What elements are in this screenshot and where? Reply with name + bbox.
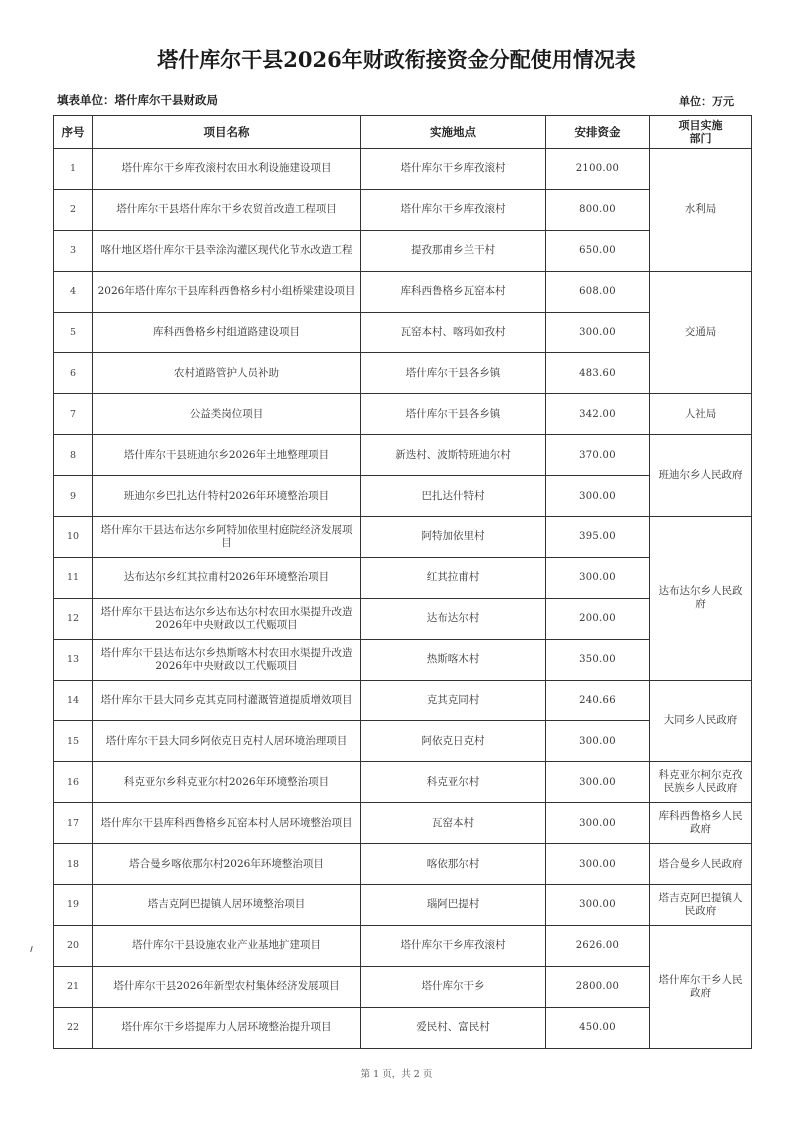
page-footer: 第 1 页，共 2 页 <box>360 1069 433 1080</box>
cell-project-name: 塔合曼乡喀依那尔村2026年环境整治项目 <box>93 844 361 885</box>
cell-no: 22 <box>54 1007 93 1048</box>
cell-amount: 370.00 <box>546 435 650 476</box>
table-row <box>54 230 752 271</box>
cell-department: 水利局 <box>650 149 752 272</box>
cell-amount: 2626.00 <box>546 925 650 966</box>
table-row <box>54 803 752 844</box>
cell-project-name: 2026年塔什库尔干县库科西鲁格乡村小组桥梁建设项目 <box>93 271 361 312</box>
cell-project-name: 塔什库尔干县塔什库尔干乡农贸首改造工程项目 <box>93 189 361 230</box>
cell-no: 11 <box>54 557 93 598</box>
cell-location: 热斯喀木村 <box>361 639 546 680</box>
cell-location: 瓦窑本村 <box>361 803 546 844</box>
cell-project-name: 科克亚尔乡科克亚尔村2026年环境整治项目 <box>93 762 361 803</box>
cell-no: 9 <box>54 476 93 517</box>
cell-no: 12 <box>54 598 93 639</box>
cell-no: 10 <box>54 517 93 558</box>
cell-no: 5 <box>54 312 93 353</box>
table-row <box>54 885 752 926</box>
cell-location: 塔什库尔干乡库孜滚村 <box>361 189 546 230</box>
cell-no: 8 <box>54 435 93 476</box>
cell-location: 瑙阿巴提村 <box>361 885 546 926</box>
cell-location: 塔什库尔干县各乡镇 <box>361 394 546 435</box>
cell-amount: 300.00 <box>546 476 650 517</box>
cell-no: 6 <box>54 353 93 394</box>
cell-amount: 2800.00 <box>546 966 650 1007</box>
header-location: 实施地点 <box>361 116 546 149</box>
cell-no: 1 <box>54 149 93 190</box>
table-row <box>54 435 752 476</box>
cell-location: 瓦窑本村、喀玛如孜村 <box>361 312 546 353</box>
cell-amount: 300.00 <box>546 844 650 885</box>
cell-amount: 395.00 <box>546 517 650 558</box>
cell-project-name: 塔什库尔干县大同乡克其克同村灌溉管道提质增效项目 <box>93 680 361 721</box>
table-row <box>54 721 752 762</box>
cell-project-name: 塔什库尔干县达布达尔乡热斯喀木村农田水渠提升改造2026年中央财政以工代赈项目 <box>93 639 361 680</box>
cell-department: 塔吉克阿巴提镇人民政府 <box>650 885 752 926</box>
cell-location: 库科西鲁格乡瓦窑本村 <box>361 271 546 312</box>
cell-no: 19 <box>54 885 93 926</box>
table-row <box>54 680 752 721</box>
cell-project-name: 塔什库尔干乡库孜滚村农田水利设施建设项目 <box>93 149 361 190</box>
cell-department: 库科西鲁格乡人民政府 <box>650 803 752 844</box>
table-row <box>54 1007 752 1048</box>
cell-location: 巴扎达什特村 <box>361 476 546 517</box>
cell-location: 塔什库尔干乡库孜滚村 <box>361 925 546 966</box>
cell-location: 达布达尔村 <box>361 598 546 639</box>
cell-location: 科克亚尔村 <box>361 762 546 803</box>
table-row <box>54 312 752 353</box>
table-row <box>54 149 752 190</box>
cell-amount: 450.00 <box>546 1007 650 1048</box>
cell-no: 14 <box>54 680 93 721</box>
cell-department: 塔什库尔干乡人民政府 <box>650 925 752 1048</box>
table-row <box>54 925 752 966</box>
cell-amount: 608.00 <box>546 271 650 312</box>
cell-no: 18 <box>54 844 93 885</box>
stray-mark <box>30 946 33 952</box>
cell-amount: 350.00 <box>546 639 650 680</box>
cell-project-name: 塔什库尔干县设施农业产业基地扩建项目 <box>93 925 361 966</box>
header-amount: 安排资金 <box>546 116 650 149</box>
cell-amount: 200.00 <box>546 598 650 639</box>
cell-project-name: 塔什库尔干县达布达尔乡阿特加依里村庭院经济发展项目 <box>93 517 361 558</box>
cell-department: 班迪尔乡人民政府 <box>650 435 752 517</box>
cell-department: 人社局 <box>650 394 752 435</box>
cell-project-name: 塔什库尔干县库科西鲁格乡瓦窑本村人居环境整治项目 <box>93 803 361 844</box>
table-row <box>54 844 752 885</box>
cell-project-name: 达布达尔乡红其拉甫村2026年环境整治项目 <box>93 557 361 598</box>
cell-project-name: 塔什库尔干县2026年新型农村集体经济发展项目 <box>93 966 361 1007</box>
cell-project-name: 塔什库尔干县达布达尔乡达布达尔村农田水渠提升改造2026年中央财政以工代赈项目 <box>93 598 361 639</box>
cell-no: 16 <box>54 762 93 803</box>
cell-project-name: 班迪尔乡巴扎达什特村2026年环境整治项目 <box>93 476 361 517</box>
cell-location: 爱民村、富民村 <box>361 1007 546 1048</box>
table-row <box>54 762 752 803</box>
cell-no: 21 <box>54 966 93 1007</box>
cell-amount: 300.00 <box>546 312 650 353</box>
cell-amount: 483.60 <box>546 353 650 394</box>
cell-no: 4 <box>54 271 93 312</box>
cell-amount: 800.00 <box>546 189 650 230</box>
cell-location: 提孜那甫乡兰干村 <box>361 230 546 271</box>
cell-location: 喀依那尔村 <box>361 844 546 885</box>
cell-no: 13 <box>54 639 93 680</box>
cell-no: 17 <box>54 803 93 844</box>
cell-no: 3 <box>54 230 93 271</box>
table-header-row <box>54 116 752 149</box>
cell-location: 新迭村、波斯特班迪尔村 <box>361 435 546 476</box>
cell-department: 交通局 <box>650 271 752 394</box>
cell-amount: 300.00 <box>546 557 650 598</box>
header-no: 序号 <box>54 116 93 149</box>
cell-amount: 650.00 <box>546 230 650 271</box>
cell-department: 科克亚尔柯尔克孜民族乡人民政府 <box>650 762 752 803</box>
cell-location: 红其拉甫村 <box>361 557 546 598</box>
cell-amount: 300.00 <box>546 885 650 926</box>
cell-amount: 342.00 <box>546 394 650 435</box>
cell-no: 7 <box>54 394 93 435</box>
cell-project-name: 塔什库尔干乡塔提库力人居环境整治提升项目 <box>93 1007 361 1048</box>
fill-unit-label: 填表单位：塔什库尔干县财政局 <box>57 93 218 107</box>
cell-location: 阿特加依里村 <box>361 517 546 558</box>
cell-department: 达布达尔乡人民政府 <box>650 517 752 681</box>
funds-table <box>53 115 752 1049</box>
table-row <box>54 476 752 517</box>
cell-location: 克其克同村 <box>361 680 546 721</box>
cell-location: 塔什库尔干乡 <box>361 966 546 1007</box>
cell-project-name: 公益类岗位项目 <box>93 394 361 435</box>
header-dept: 项目实施 部门 <box>650 116 752 149</box>
cell-location: 塔什库尔干乡库孜滚村 <box>361 149 546 190</box>
page-title: 塔什库尔干县2026年财政衔接资金分配使用情况表 <box>157 47 636 72</box>
cell-amount: 2100.00 <box>546 149 650 190</box>
cell-amount: 240.66 <box>546 680 650 721</box>
unit-label: 单位：万元 <box>679 95 734 108</box>
cell-no: 15 <box>54 721 93 762</box>
cell-project-name: 喀什地区塔什库尔干县幸涂沟灌区现代化节水改造工程 <box>93 230 361 271</box>
cell-amount: 300.00 <box>546 721 650 762</box>
table-row <box>54 966 752 1007</box>
cell-no: 2 <box>54 189 93 230</box>
cell-department: 大同乡人民政府 <box>650 680 752 762</box>
table-row <box>54 394 752 435</box>
cell-project-name: 塔吉克阿巴提镇人居环境整治项目 <box>93 885 361 926</box>
cell-amount: 300.00 <box>546 803 650 844</box>
table-body <box>54 149 752 1049</box>
header-name: 项目名称 <box>93 116 361 149</box>
cell-department: 塔合曼乡人民政府 <box>650 844 752 885</box>
table-row <box>54 271 752 312</box>
cell-amount: 300.00 <box>546 762 650 803</box>
cell-location: 塔什库尔干县各乡镇 <box>361 353 546 394</box>
cell-project-name: 库科西鲁格乡村组道路建设项目 <box>93 312 361 353</box>
cell-project-name: 塔什库尔干县大同乡阿依克日克村人居环境治理项目 <box>93 721 361 762</box>
table-row <box>54 639 752 680</box>
table-row <box>54 189 752 230</box>
table-row <box>54 353 752 394</box>
cell-project-name: 塔什库尔干县班迪尔乡2026年土地整理项目 <box>93 435 361 476</box>
cell-project-name: 农村道路管护人员补助 <box>93 353 361 394</box>
cell-no: 20 <box>54 925 93 966</box>
cell-location: 阿依克日克村 <box>361 721 546 762</box>
table-row <box>54 517 752 558</box>
table-row <box>54 598 752 639</box>
table-row <box>54 557 752 598</box>
